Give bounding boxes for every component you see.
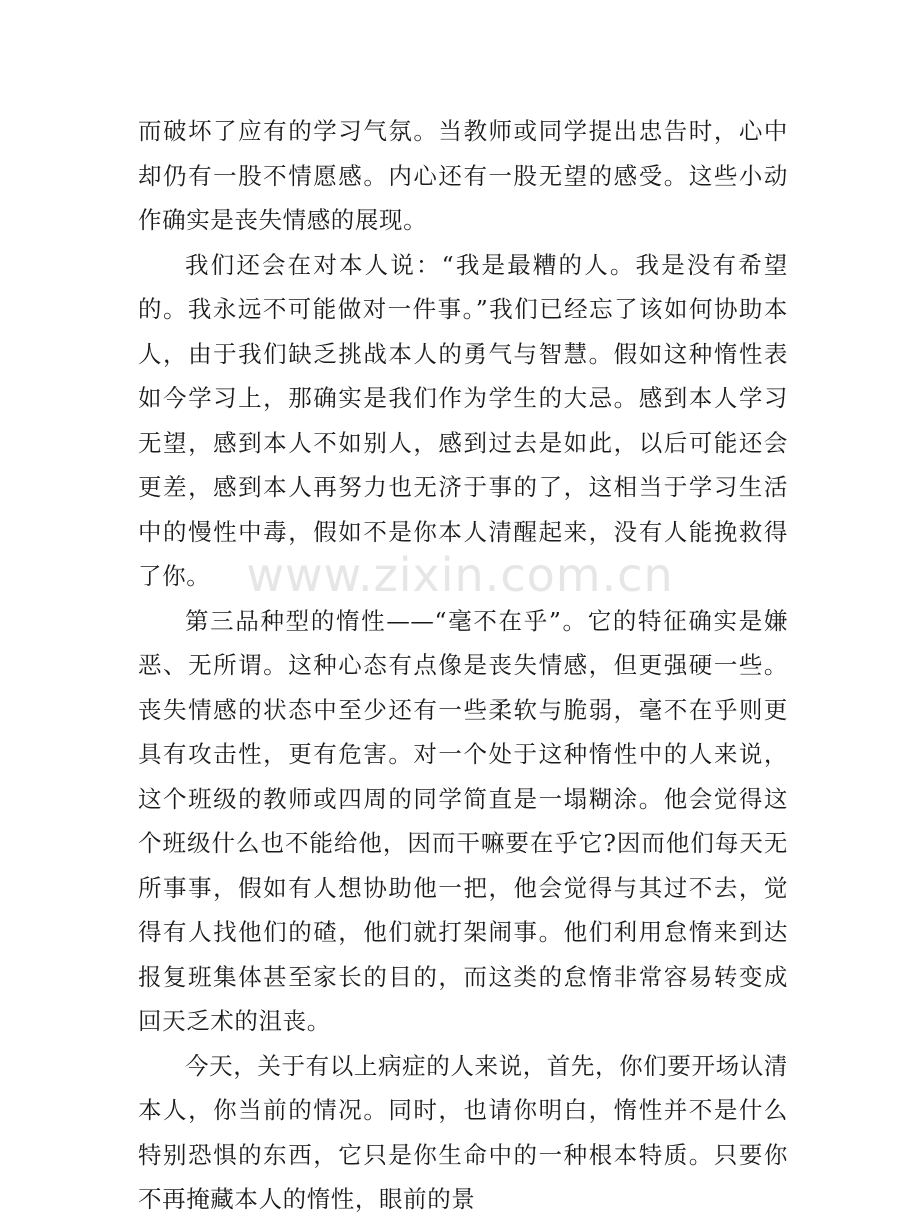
paragraph-2: 我们还会在对本人说：“我是最糟的人。我是没有希望的。我永远不可能做对一件事。”我们已经忘了该如何协助本人，由于我们缺乏挑战本人的勇气与智慧。假如这种惰性表如今学习上，那确实是我们作为学生的大忌。感到本人学习无望，感到本人不如别人，感到过去是如此，以后可能还会更差，感到本人再努力也无济于事的了，这相当于学习生活中的慢性中毒，假如不是你本人清醒起来，没有人能挽救得了你。 (138, 250, 788, 590)
watermark: www.zixin.com.cn (246, 548, 674, 602)
paragraph-3: 第三品种型的惰性——“毫不在乎”。它的特征确实是嫌恶、无所谓。这种心态有点像是丧失情感，但更强硬一些。丧失情感的状态中至少还有一些柔软与脆弱，毫不在乎则更具有攻击性，更有危害。对一个处于这种惰性中的人来说，这个班级的教师或四周的同学简直是一塌糊涂。他会觉得这个班级什么也不能给他，因而干嘛要在乎它?因而他们每天无所事事，假如有人想协助他一把，他会觉得与其过不去，觉得有人找他们的碴，他们就打架闹事。他们利用怠惰来到达报复班集体甚至家长的目的，而这类的怠惰非常容易转变成回天乏术的沮丧。 (138, 606, 788, 1035)
paragraph-4: 今天，关于有以上病症的人来说，首先，你们要开场认清本人，你当前的情况。同时，也请你明白，惰性并不是什么特别恐惧的东西，它只是你生命中的一种根本特质。只要你不再掩藏本人的惰性，眼前的景 (138, 1051, 788, 1213)
paragraph-1: 而破坏了应有的学习气氛。当教师或同学提出忠告时，心中却仍有一股不情愿感。内心还有一股无望的感受。这些小动作确实是丧失情感的展现。 (138, 117, 788, 234)
document-body (138, 109, 788, 1222)
